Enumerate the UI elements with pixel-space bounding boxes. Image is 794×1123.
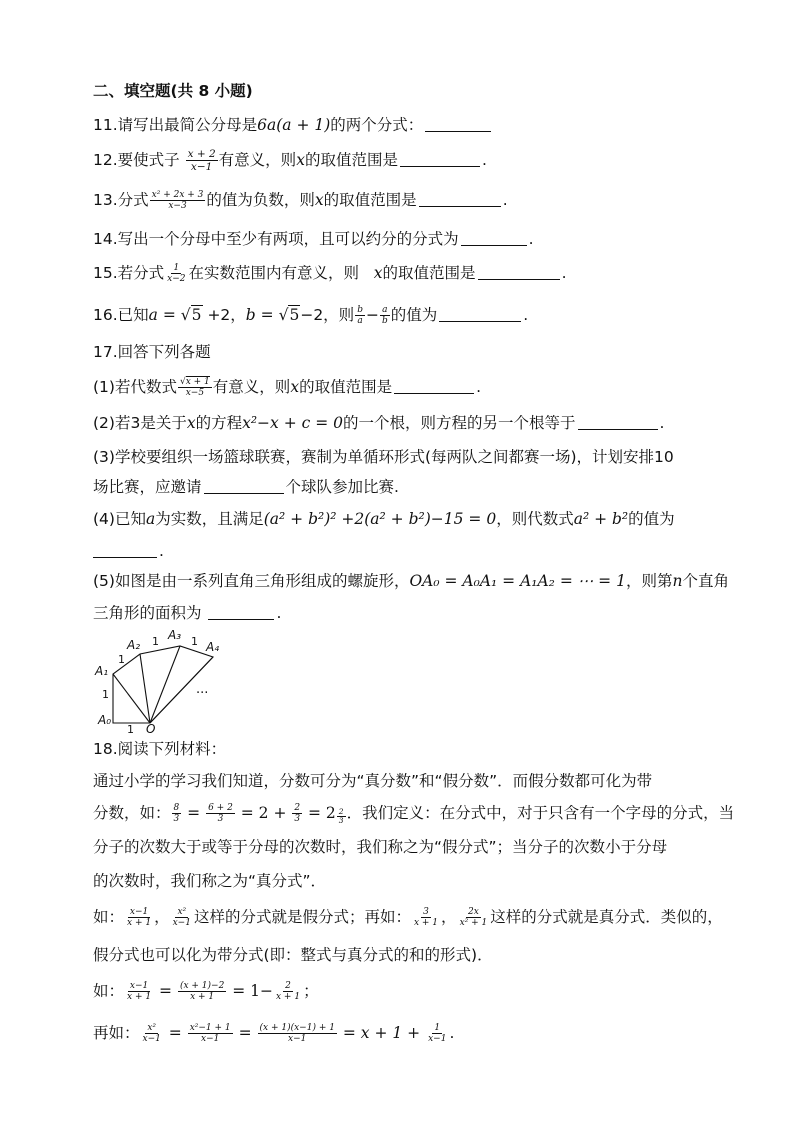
label-a0: A₀	[98, 713, 112, 727]
question-17-part-3-line-2: 场比赛，应邀请 个球队参加比赛.	[93, 478, 399, 496]
spiral-figure	[90, 625, 230, 735]
fraction: $\frac{2}{3}$	[294, 803, 301, 824]
side-label: 1	[127, 723, 134, 735]
fraction: $\frac{√x + 1}{x-5}$	[179, 377, 210, 398]
side-label: 1	[102, 688, 109, 701]
answer-blank[interactable]	[439, 307, 521, 322]
q18-line-2: 分数，如： $\frac{8}{3}$ = $\frac{6 + 2}{3}$ = 2 + $\frac{2}{3}$ = 2 $\frac{2}{3}$ ．我们定义：在分式中，对于只含有一个字母的分式，当	[93, 803, 735, 825]
spiral-outline	[113, 646, 213, 723]
question-13: 13.分式 $\frac{\text{x² + 2x + 3}}{x-3}$ 的值为负数，则x的取值范围是 .	[93, 190, 508, 211]
side-label: 1	[118, 653, 125, 666]
q18-line-4: 的次数时，我们称之为“真分式”．	[93, 872, 327, 890]
answer-blank[interactable]	[461, 231, 527, 246]
question-15: 15.若分式 $\frac{1}{x-2}$ 在实数范围内有意义，则 x的取值范围是 .	[93, 263, 567, 284]
sqrt: √5	[180, 306, 202, 324]
answer-blank[interactable]	[204, 479, 284, 494]
fraction: $\frac{1}{x-1}$	[428, 1023, 447, 1044]
question-11: 11.请写出最简公分母是6a(a + 1)的两个分式：	[93, 114, 704, 136]
question-14: 14.写出一个分母中至少有两项，且可以约分的分式为 .	[93, 230, 534, 248]
fraction: $\frac{2}{3}$	[338, 807, 344, 825]
label-a4: A₄	[206, 640, 220, 654]
question-17-part-4: (4)已知a为实数，且满足(a² + b²)² +2(a² + b²)−15 = 0，则代数式a² + b²的值为	[93, 510, 675, 528]
label-a1: A₁	[95, 664, 109, 678]
answer-blank[interactable]	[394, 379, 474, 394]
question-17-title: 17.回答下列各题	[93, 343, 211, 361]
fraction: $\frac{\text{x²}}{x-1}$	[142, 1023, 161, 1044]
answer-blank[interactable]	[478, 265, 560, 280]
question-17-part-5-line-1: (5)如图是由一系列直角三角形组成的螺旋形，OA₀ = A₀A₁ = A₁A₂ = ⋯ = 1，则第n个直角	[93, 572, 729, 590]
fraction: $\frac{x + 2}{x-1}$	[187, 148, 216, 173]
fraction: $\frac{a}{b}$	[381, 305, 388, 326]
fraction: $\frac{(x + 1)(x-1) + 1}{x-1}$	[259, 1023, 335, 1044]
hyp-oa3	[150, 646, 180, 723]
fraction: $\frac{\text{x²}}{x-1}$	[172, 907, 191, 928]
fraction: $\frac{8}{3}$	[173, 803, 180, 824]
sqrt: √5	[278, 306, 300, 324]
side-label: 1	[152, 635, 159, 648]
fraction: $\frac{(x + 1)-2}{x + 1}$	[179, 981, 225, 1002]
answer-blank[interactable]	[419, 192, 501, 207]
answer-blank[interactable]	[425, 117, 491, 132]
fraction: $\frac{1}{x-2}$	[167, 263, 186, 284]
question-17-part-4-answer: .	[93, 540, 704, 562]
q18-line-7: 如： $\frac{x-1}{x + 1}$ = $\frac{(x + 1)-2}{x + 1}$ = 1− $\frac{2}{x + 1}$ ；	[93, 981, 319, 1002]
q18-line-8: 再如： $\frac{\text{x²}}{x-1}$ = $\frac{\text{x²−1 + 1}}{x-1}$ = $\frac{(x + 1)(x-1) + 1}{x-1}$ = x + 1 + $\frac{1}{x-1}$ .	[93, 1023, 455, 1044]
fraction: $\frac{2}{x + 1}$	[276, 981, 301, 1002]
answer-blank[interactable]	[208, 605, 274, 620]
side-label: 1	[191, 635, 198, 648]
fraction: $\frac{2x}{\text{x² + 1}}$	[459, 907, 488, 928]
q18-line-1: 通过小学的学习我们知道，分数可分为“真分数”和“假分数”．而假分数都可化为带	[93, 772, 653, 790]
question-17-part-2: (2)若3是关于x的方程x²−x + c = 0的一个根，则方程的另一个根等于 .	[93, 414, 665, 432]
fraction: $\frac{6 + 2}{3}$	[208, 803, 233, 824]
answer-blank[interactable]	[400, 152, 480, 167]
q18-line-6: 假分式也可以化为带分式(即：整式与真分式的和的形式)．	[93, 946, 493, 964]
section-title: 二、填空题(共 8 小题)	[93, 82, 253, 100]
q18-line-3: 分子的次数大于或等于分母的次数时，我们称之为“假分式”；当分子的次数小于分母	[93, 838, 668, 856]
question-17-part-5-line-2: 三角形的面积为 .	[93, 604, 282, 622]
label-a3: A₃	[168, 628, 182, 642]
fraction: $\frac{3}{x + 1}$	[413, 907, 439, 928]
fraction: $\frac{x-1}{x + 1}$	[127, 981, 152, 1002]
fraction: $\frac{\text{x² + 2x + 3}}{x-3}$	[151, 190, 204, 211]
fraction: $\frac{\text{x²−1 + 1}}{x-1}$	[189, 1023, 231, 1044]
question-18-title: 18.阅读下列材料：	[93, 740, 227, 758]
label-o: O	[146, 722, 156, 735]
q18-line-5: 如： $\frac{x-1}{x + 1}$ ， $\frac{\text{x²}}{x-1}$ 这样的分式就是假分式；再如： $\frac{3}{x + 1}$ ， $\frac{2x}{\text{x² + 1}}$ 这样的分式就是真分式．类似的，	[93, 907, 723, 928]
question-17-part-3-line-1: (3)学校要组织一场篮球联赛，赛制为单循环形式(每两队之间都赛一场)，计划安排10	[93, 448, 674, 466]
label-a2: A₂	[127, 638, 141, 652]
ellipsis: ···	[196, 686, 209, 701]
answer-blank[interactable]	[578, 415, 658, 430]
question-12: 12.要使式子 $\frac{x + 2}{x-1}$ 有意义，则x的取值范围是 .	[93, 148, 487, 173]
fraction: $\frac{b}{a}$	[357, 305, 363, 326]
question-17-part-1: (1)若代数式 $\frac{√x + 1}{x-5}$ 有意义，则x的取值范围是 .	[93, 377, 482, 398]
fraction: $\frac{x-1}{x + 1}$	[127, 907, 152, 928]
answer-blank[interactable]	[93, 543, 157, 558]
question-16: 16.已知a = √5 +2，b = √5−2，则 $\frac{b}{a}$ − $\frac{a}{b}$ 的值为 .	[93, 305, 529, 326]
